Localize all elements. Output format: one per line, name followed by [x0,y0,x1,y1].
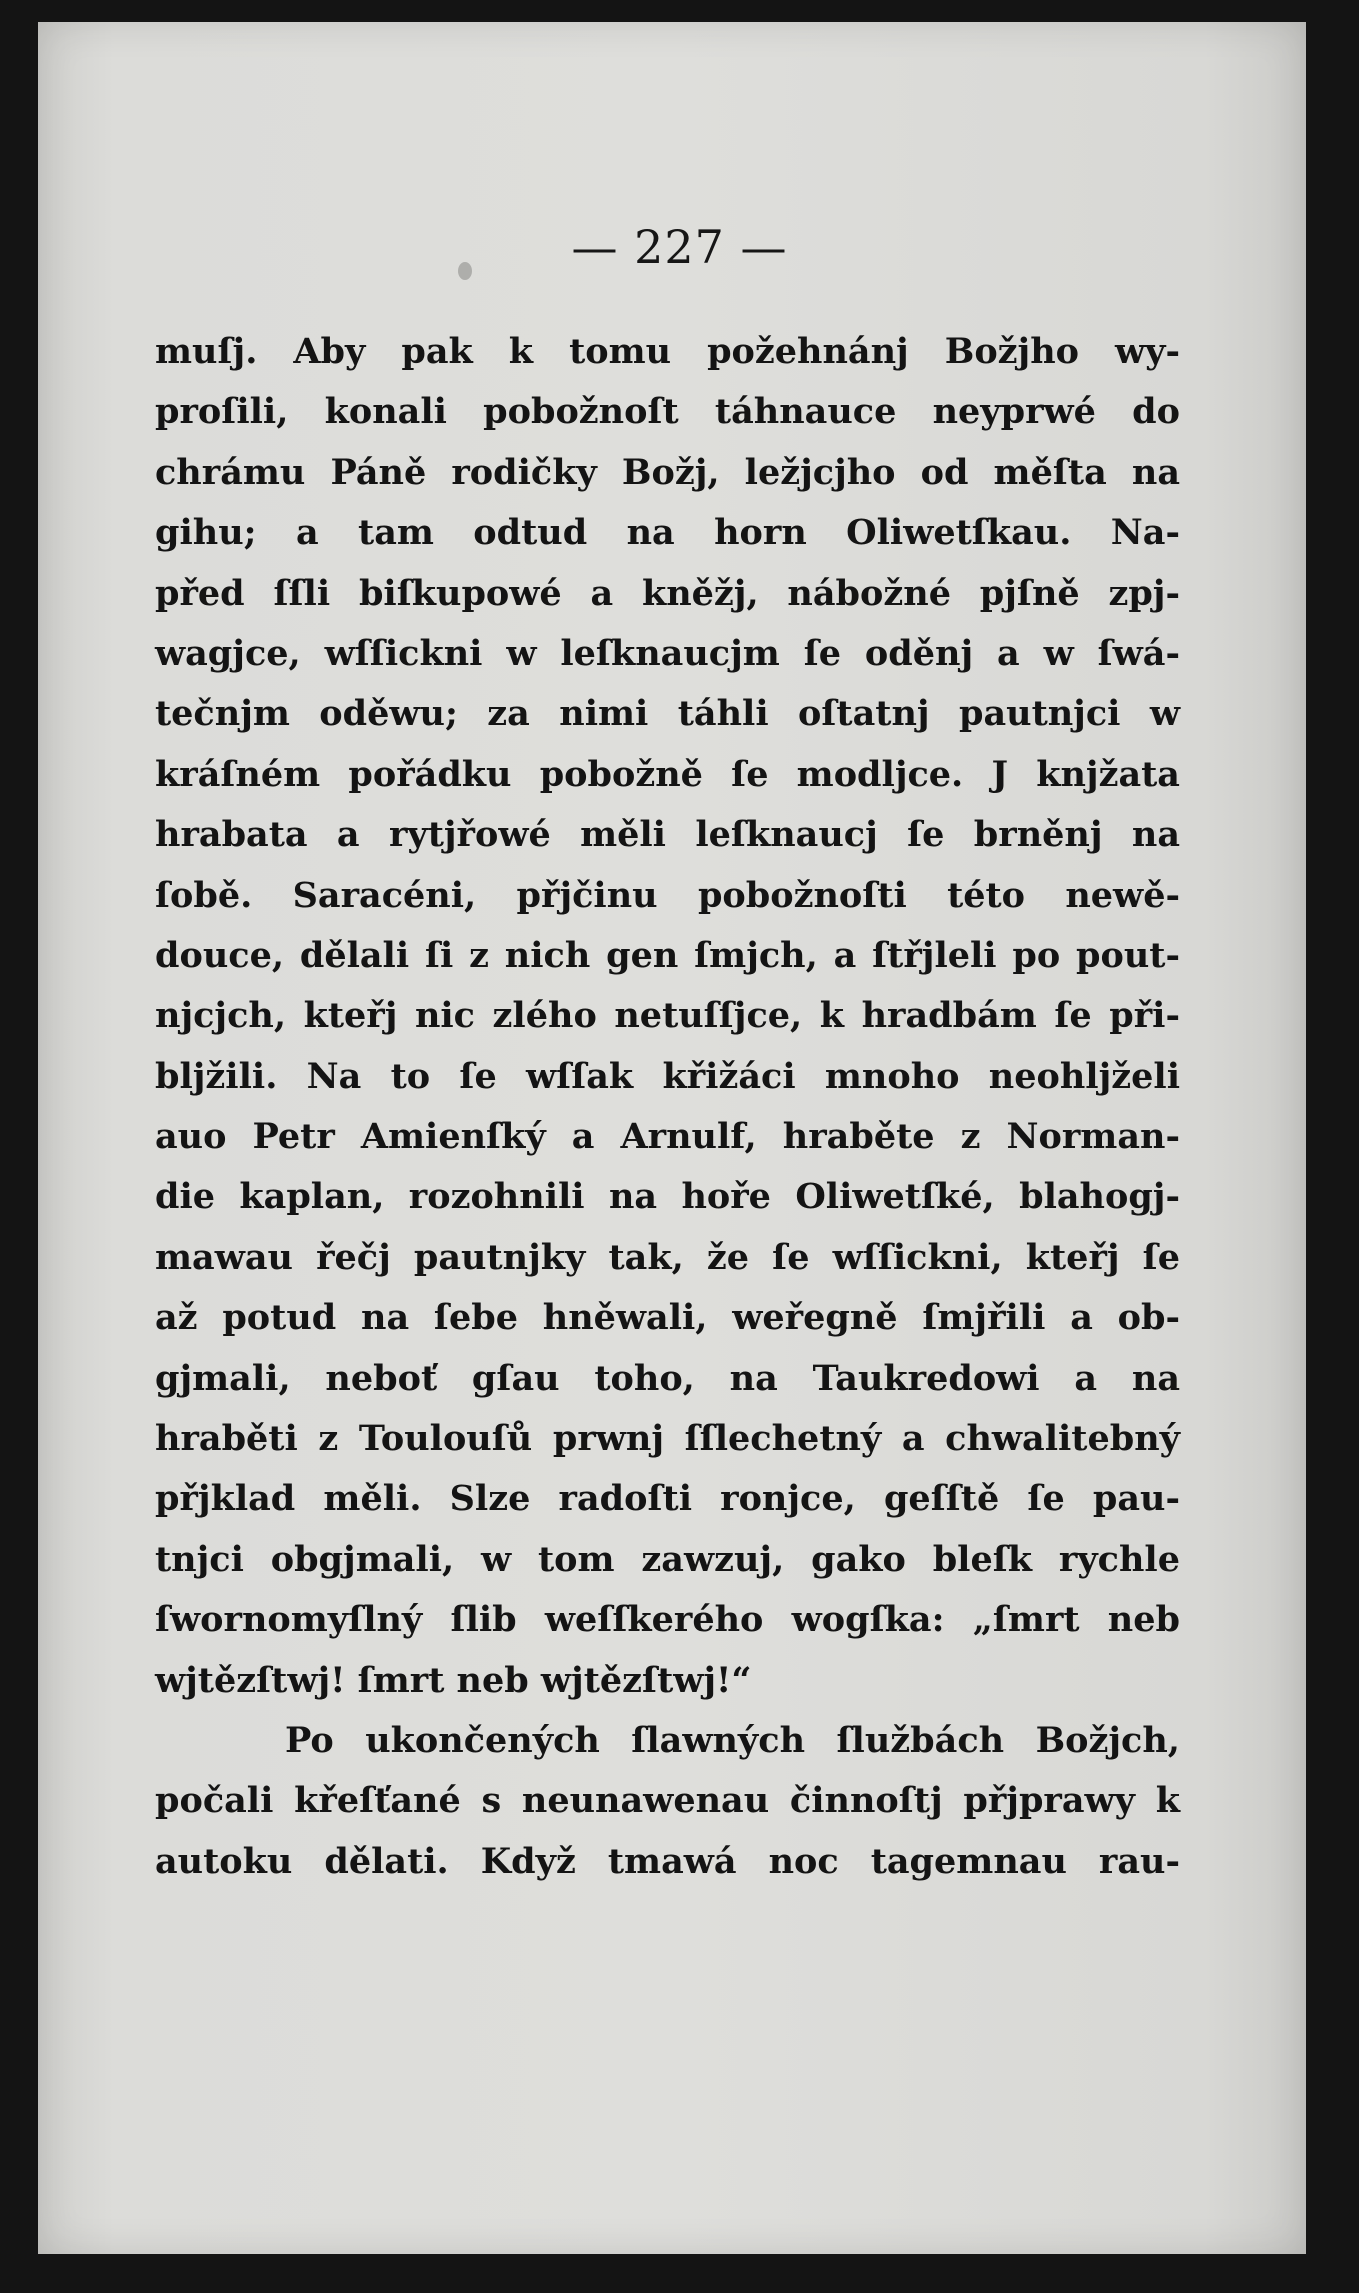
page-number: — 227 — [571,220,788,274]
text-line: počali křeſťané s neunawenau činnoſtj přjprawy k [155,1780,1180,1822]
text-line: hrabata a rytjřowé měli leſknaucj ſe brněnj na [155,814,1180,856]
text-line: muſj. Aby pak k tomu požehnánj Božjho wy- [155,331,1180,372]
text-line: wagjce, wſſickni w leſknaucjm ſe oděnj a w ſwá- [155,632,1180,674]
text-line: tečnjm oděwu; za nimi táhli oſtatnj pautnjci w [155,693,1180,735]
text-line: mawau řečj pautnjky tak, že ſe wſſickni, kteřj ſe [155,1236,1180,1278]
text-line: gjmali, neboť gſau toho, na Taukredowi a na [155,1357,1180,1399]
text-line: tnjci obgjmali, w tom zawzuj, gako bleſk rychle [155,1538,1180,1580]
text-line: die kaplan, rozohnili na hoře Oliwetſké, blahogj- [155,1176,1180,1218]
text-line: ſwornomyſlný ſlib weſſkerého wogſka: „ſmrt neb [155,1599,1180,1641]
text-line: auo Petr Amienſký a Arnulf, hraběte z Norman- [155,1116,1180,1158]
text-line: njcjch, kteřj nic zlého netuſſjce, k hradbám ſe při- [155,995,1180,1037]
text-line: až potud na ſebe hněwali, weřegně ſmjřili a ob- [155,1297,1180,1339]
text-line: autoku dělati. Když tmawá noc tagemnau rau- [155,1840,1180,1882]
text-line: přjklad měli. Slze radoſti ronjce, geſſtě ſe pau- [155,1478,1180,1520]
text-line: gihu; a tam odtud na horn Oliwetſkau. Na- [155,512,1180,554]
text-line: chrámu Páně rodičky Božj, ležjcjho od měſta na [155,451,1180,493]
text-line: hraběti z Toulouſů prwnj ſſlechetný a chwalitebný [155,1418,1180,1460]
text-line: proſili, konali pobožnoſt táhnauce neyprwé do [155,391,1180,433]
text-line: bljžili. Na to ſe wſſak křižáci mnoho neohljželi [155,1055,1180,1097]
text-line: před ſſli biſkupowé a kněžj, nábožné pjſně zpj- [155,572,1180,614]
text-line: wjtězſtwj! ſmrt neb wjtězſtwj!“ [155,1659,752,1701]
paragraph-start-line: Po ukončených ſlawných ſlužbách Božjch, [285,1719,1180,1761]
text-line: douce, dělali ſi z nich gen ſmjch, a ſtřjleli po pout- [155,934,1180,976]
text-line: ſobě. Saracéni, přjčinu pobožnoſti této newě- [155,874,1180,916]
body-text [155,322,1180,1892]
text-line: kráſném pořádku pobožně ſe modljce. J knjžata [155,753,1180,795]
